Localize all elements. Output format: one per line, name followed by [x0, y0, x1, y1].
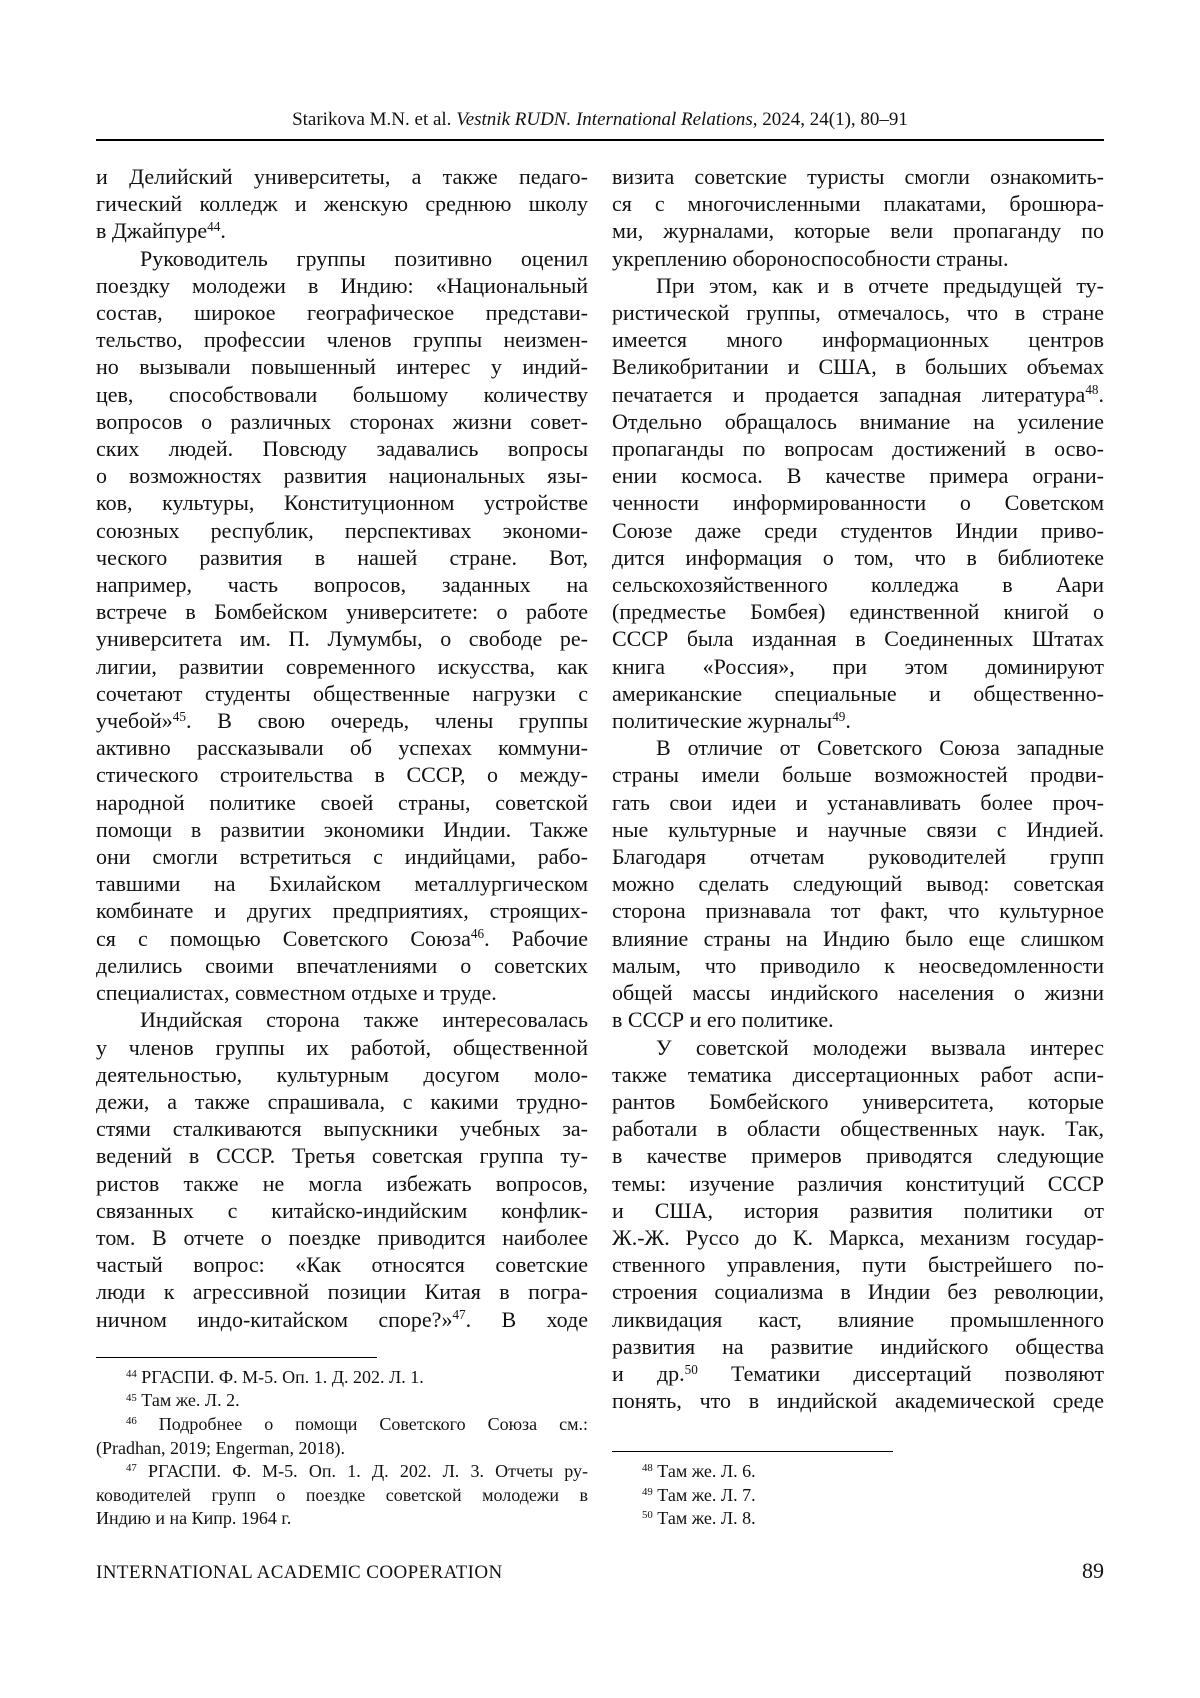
- text-line: строения социализма в Индии без революции,: [612, 1279, 1104, 1305]
- text-line: в СССР и его политике.: [612, 1007, 834, 1033]
- right-column-footnotes: [612, 1451, 1104, 1531]
- text-line: влияние страны на Индию было еще слишком: [612, 925, 1104, 951]
- text-line: Индийская сторона также интересовалась: [140, 1007, 588, 1033]
- text-line: ченности информированности о Советском: [612, 490, 1104, 516]
- text-line: ении космоса. В качестве примера ограни-: [612, 463, 1104, 489]
- text-line: ся с помощью Советского Союза$^{46}$. Рабочие: [96, 925, 588, 951]
- text-line: ные культурные и научные связи с Индией.: [612, 816, 1104, 842]
- text-line: поездку молодежи в Индию: «Национальный: [96, 272, 588, 298]
- text-line: активно рассказывали об успехах коммуни-: [96, 735, 588, 761]
- text-line: ми, журналами, которые вели пропаганду по: [612, 218, 1104, 244]
- text-line: книга «Россия», при этом доминируют: [612, 653, 1104, 679]
- right-column-text: [612, 163, 1104, 1414]
- text-line: американские специальные и общественно-: [612, 680, 1104, 706]
- left-column-text: [96, 163, 588, 1333]
- running-header-issue: , 2024, 24(1), 80–91: [752, 109, 908, 130]
- text-line: Союзе даже среди студентов Индии приво-: [612, 517, 1104, 543]
- text-line: народной политике своей страны, советской: [96, 789, 588, 815]
- footnote-line: $^{45}$ Там же. Л. 2.: [126, 1390, 240, 1411]
- text-line: имеется много информационных центров: [612, 327, 1104, 353]
- text-line: укреплению обороноспособности страны.: [612, 245, 1009, 271]
- text-line: печатается и продается западная литература$^{48}$.: [612, 381, 1104, 407]
- footnote-separator: [96, 1357, 377, 1358]
- text-line: состав, широкое географическое представи-: [96, 300, 588, 326]
- page-body: [96, 163, 1104, 1531]
- text-line: лигии, развитии современного искусства, как: [96, 653, 588, 679]
- text-line: Ж.-Ж. Руссо до К. Маркса, механизм государ-: [612, 1224, 1104, 1250]
- text-line: университета им. П. Лумумбы, о свободе ре-: [96, 626, 588, 652]
- footnote-line: $^{46}$ Подробнее о помощи Советского Союза см.:: [126, 1414, 588, 1435]
- footnote-line: $^{50}$ Там же. Л. 8.: [642, 1508, 756, 1529]
- text-line: союзных республик, перспективах экономи-: [96, 517, 588, 543]
- text-line: но вызывали повышенный интерес у индий-: [96, 354, 588, 380]
- text-line: ристической группы, отмечалось, что в стране: [612, 300, 1104, 326]
- text-line: вопросов о различных сторонах жизни совет-: [96, 408, 588, 434]
- left-column-footnotes: [96, 1357, 588, 1531]
- text-line: Руководитель группы позитивно оценил: [140, 245, 588, 271]
- left-column: [96, 163, 588, 1531]
- text-line: развития на развитие индийского общества: [612, 1333, 1104, 1359]
- footnote-line: $^{47}$ РГАСПИ. Ф. М-5. Оп. 1. Д. 202. Л. 3. Отчеты ру-: [126, 1461, 588, 1482]
- text-line: например, часть вопросов, заданных на: [96, 572, 588, 598]
- text-line: комбинате и других предприятиях, строящих-: [96, 898, 588, 924]
- text-line: ческого развития в нашей стране. Вот,: [96, 544, 588, 570]
- text-line: деятельностью, культурным досугом моло-: [96, 1061, 588, 1087]
- header-rule: [96, 139, 1104, 141]
- text-line: сторона признавала тот факт, что культурное: [612, 898, 1104, 924]
- text-line: о возможностях развития национальных язы-: [96, 463, 588, 489]
- text-line: связанных с китайско-индийским конфлик-: [96, 1197, 588, 1223]
- text-line: ничном индо-китайском споре?»$^{47}$. В ходе: [96, 1306, 588, 1332]
- text-line: люди к агрессивной позиции Китая в погра-: [96, 1279, 588, 1305]
- text-line: у членов группы их работой, общественной: [96, 1034, 588, 1060]
- running-header-journal-title: Vestnik RUDN. International Relations: [456, 109, 753, 130]
- text-line: в Джайпуре$^{44}$.: [96, 218, 226, 244]
- text-line: в качестве примеров приводятся следующие: [612, 1143, 1104, 1169]
- text-line: можно сделать следующий вывод: советская: [612, 871, 1104, 897]
- text-line: учебой»$^{45}$. В свою очередь, члены группы: [96, 708, 588, 734]
- text-line: они смогли встретиться с индийцами, рабо-: [96, 844, 588, 870]
- text-line: ственного управления, пути быстрейшего по-: [612, 1252, 1104, 1278]
- text-line: и США, история развития политики от: [612, 1197, 1104, 1223]
- text-line: страны имели больше возможностей продви-: [612, 762, 1104, 788]
- left-footnote-lines: [96, 1366, 588, 1531]
- footnote-line: Индию и на Кипр. 1964 г.: [96, 1508, 292, 1529]
- text-line: визита советские туристы смогли ознакомить-: [612, 164, 1104, 189]
- text-line: специалистах, совместном отдыхе и труде.: [96, 980, 497, 1006]
- text-line: У советской молодежи вызвала интерес: [656, 1034, 1104, 1060]
- text-line: ведений в СССР. Третья советская группа ту-: [96, 1143, 588, 1169]
- text-line: сочетают студенты общественные нагрузки с: [96, 680, 588, 706]
- text-line: цев, способствовали большому количеству: [96, 381, 588, 407]
- text-line: и Делийский университеты, а также педаго-: [96, 164, 588, 189]
- text-line: частый вопрос: «Как относятся советские: [96, 1252, 588, 1278]
- text-line: работали в области общественных наук. Так,: [612, 1116, 1104, 1142]
- text-line: В отличие от Советского Союза западные: [656, 735, 1104, 761]
- text-line: понять, что в индийской академической среде: [612, 1388, 1104, 1414]
- page-footer: [96, 1558, 1104, 1584]
- text-line: политические журналы$^{49}$.: [612, 708, 851, 734]
- text-line: и др.$^{50}$ Тематики диссертаций позволяют: [612, 1360, 1104, 1386]
- text-line: помощи в развитии экономики Индии. Также: [96, 816, 588, 842]
- text-line: дежи, а также спрашивала, с какими трудно-: [96, 1088, 588, 1114]
- right-column: [612, 163, 1104, 1531]
- text-line: тавшими на Бхилайском металлургическом: [96, 871, 588, 897]
- text-line: стями сталкиваются выпускники учебных за-: [96, 1116, 588, 1142]
- text-line: делились своими впечатлениями о советских: [96, 952, 588, 978]
- text-line: гать свои идеи и устанавливать более проч-: [612, 789, 1104, 815]
- text-line: сельскохозяйственного колледжа в Аари: [612, 572, 1104, 598]
- footnote-line: $^{44}$ РГАСПИ. Ф. М-5. Оп. 1. Д. 202. Л. 1.: [126, 1366, 424, 1387]
- text-line: тельство, профессии членов группы неизмен-: [96, 327, 588, 353]
- text-line: рантов Бомбейского университета, которые: [612, 1088, 1104, 1114]
- text-line: дится информация о том, что в библиотеке: [612, 544, 1104, 570]
- running-header: [96, 109, 1104, 131]
- text-line: малым, что приводило к неосведомленности: [612, 952, 1104, 978]
- footnote-separator: [612, 1451, 893, 1452]
- text-line: При этом, как и в отчете предыдущей ту-: [656, 272, 1104, 298]
- text-line: Благодаря отчетам руководителей групп: [612, 844, 1104, 870]
- text-line: ликвидация каст, влияние промышленного: [612, 1306, 1104, 1332]
- text-line: гический колледж и женскую среднюю школу: [96, 191, 588, 217]
- footnote-line: (Pradhan, 2019; Engerman, 2018).: [96, 1437, 345, 1458]
- text-line: ков, культуры, Конституционном устройстве: [96, 490, 588, 516]
- text-line: ся с многочисленными плакатами, брошюра-: [612, 191, 1104, 217]
- text-line: ристов также не могла избежать вопросов,: [96, 1170, 588, 1196]
- page-number: 89: [1082, 1558, 1104, 1583]
- text-line: Великобритании и США, в больших объемах: [612, 354, 1104, 380]
- right-footnote-lines: [612, 1460, 1104, 1531]
- text-line: пропаганды по вопросам достижений в осво-: [612, 436, 1104, 462]
- text-line: общей массы индийского населения о жизни: [612, 980, 1104, 1006]
- text-line: темы: изучение различия конституций СССР: [612, 1170, 1104, 1196]
- text-line: встрече в Бомбейском университете: о работе: [96, 599, 588, 625]
- text-line: также тематика диссертационных работ аспи-: [612, 1061, 1104, 1087]
- running-header-authors: Starikova M.N. et al.: [292, 109, 457, 130]
- text-line: (предместье Бомбея) единственной книгой о: [612, 599, 1104, 625]
- text-line: ских людей. Повсюду задавались вопросы: [96, 436, 588, 462]
- footer-section-title: INTERNATIONAL ACADEMIC COOPERATION: [96, 1562, 503, 1583]
- footnote-line: $^{48}$ Там же. Л. 6.: [642, 1461, 756, 1482]
- text-line: СССР была изданная в Соединенных Штатах: [612, 626, 1104, 652]
- footnote-line: ководителей групп о поездке советской молодежи в: [96, 1484, 588, 1505]
- footnote-line: $^{49}$ Там же. Л. 7.: [642, 1484, 756, 1505]
- text-line: стического строительства в СССР, о между-: [96, 762, 588, 788]
- text-line: том. В отчете о поездке приводится наиболее: [96, 1224, 588, 1250]
- text-line: Отдельно обращалось внимание на усиление: [612, 408, 1104, 434]
